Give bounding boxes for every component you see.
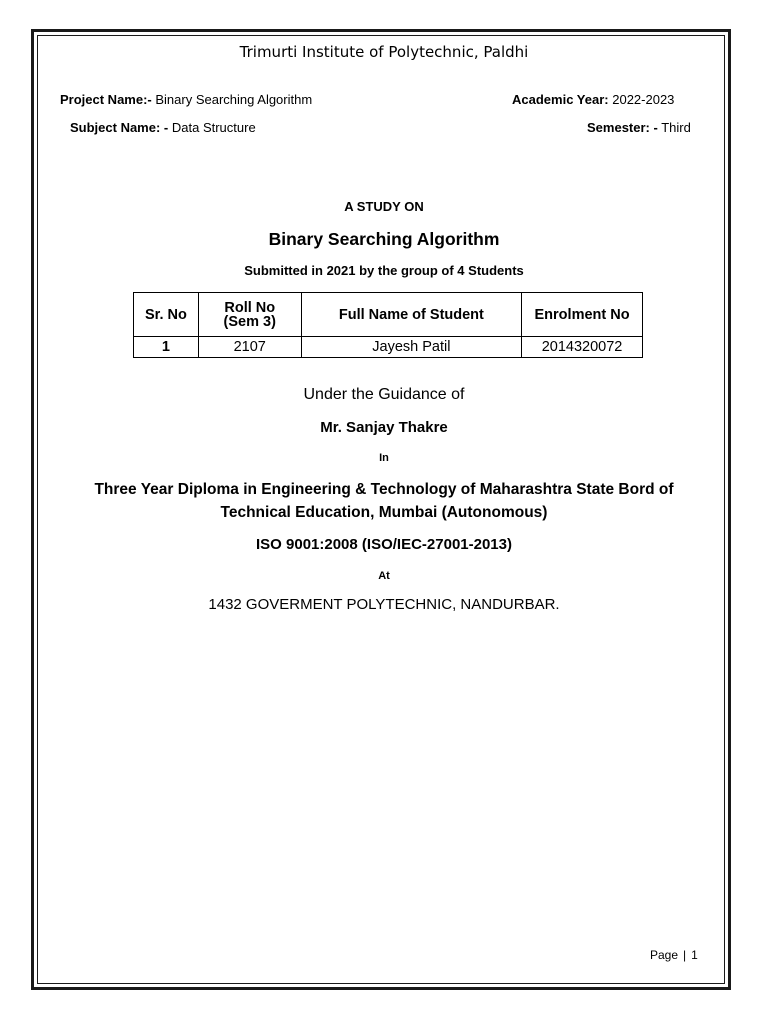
page-number: 1 (691, 948, 698, 962)
study-on-heading: A STUDY ON (344, 199, 424, 214)
institute-name: Trimurti Institute of Polytechnic, Paldhi (239, 43, 529, 61)
academic-year-value: 2022-2023 (612, 92, 675, 107)
table-header-row (134, 293, 643, 337)
table-row (134, 337, 643, 358)
academic-year-label: Academic Year: (512, 92, 609, 107)
students-table (133, 292, 643, 358)
cell-student-name: Jayesh Patil (301, 337, 521, 358)
iso-certification: ISO 9001:2008 (ISO/IEC-27001-2013) (256, 536, 512, 553)
project-name-label: Project Name:- (60, 92, 152, 107)
cell-sr-no: 1 (134, 337, 199, 358)
academic-year (512, 92, 674, 107)
polytechnic-name: 1432 GOVERMENT POLYTECHNIC, NANDURBAR. (208, 596, 560, 613)
guidance-label: Under the Guidance of (303, 386, 465, 403)
in-word: In (379, 452, 389, 464)
semester (587, 120, 691, 135)
subject-name-label: Subject Name: - (70, 120, 169, 135)
cell-roll-no: 2107 (198, 337, 301, 358)
page-separator: | (683, 948, 687, 962)
page-footer (650, 948, 698, 962)
header-roll-no-line1: Roll No (224, 299, 276, 316)
semester-value: Third (661, 120, 691, 135)
header-enrolment: Enrolment No (522, 293, 643, 337)
submitted-line: Submitted in 2021 by the group of 4 Students (244, 263, 524, 278)
project-name (60, 92, 312, 107)
guide-name: Mr. Sanjay Thakre (320, 419, 448, 436)
at-word: At (378, 570, 390, 582)
diploma-statement: Three Year Diploma in Engineering & Technology of Maharashtra State Bord of Technical Education, Mumbai (Autonomous) (94, 481, 674, 521)
header-roll-no (198, 293, 301, 337)
semester-label: Semester: - (587, 120, 658, 135)
subject-name-value: Data Structure (171, 120, 256, 135)
header-roll-no-line2: (Sem 3) (223, 313, 276, 330)
subject-name (70, 120, 256, 135)
header-sr-no: Sr. No (134, 293, 199, 337)
project-title: Binary Searching Algorithm (268, 229, 500, 249)
page-label: Page (650, 948, 679, 962)
header-full-name: Full Name of Student (301, 293, 521, 337)
project-name-value: Binary Searching Algorithm (155, 92, 313, 107)
cell-enrolment: 2014320072 (522, 337, 643, 358)
